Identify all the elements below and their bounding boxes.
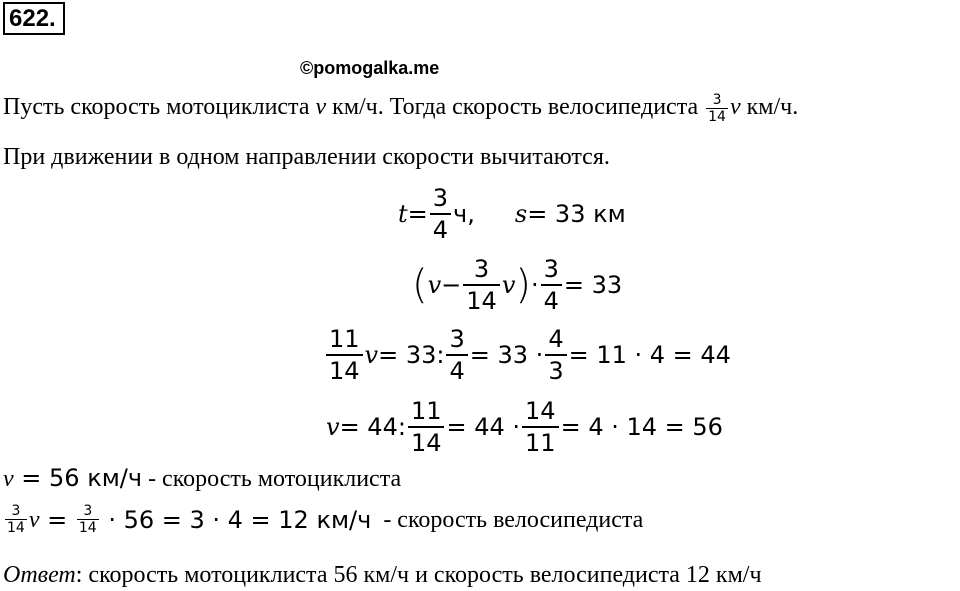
intro-line: [3, 92, 798, 124]
fraction-3-14: [77, 504, 99, 535]
fraction-11-14: [326, 327, 363, 383]
frac-num: 11: [329, 325, 360, 353]
frac-num: 3: [543, 255, 559, 283]
equals: =: [407, 200, 428, 228]
paren-open: (: [412, 262, 428, 308]
direction-note: При движении в одном направлении скорости вычитаются.: [3, 144, 610, 170]
frac-num: 3: [712, 91, 722, 108]
fraction-4-3: [545, 327, 566, 383]
frac-den: 14: [326, 354, 363, 383]
var-t: t: [398, 200, 408, 228]
frac-den: 4: [446, 354, 467, 383]
fraction-3-14: [706, 93, 728, 124]
var-v: v: [315, 94, 327, 120]
watermark: ©pomogalka.me: [300, 58, 440, 78]
equation-solve-step: [324, 318, 731, 392]
cyclist-calc: · 56 = 3 · 4 = 12 км/ч: [100, 505, 372, 534]
problem-number: 622.: [3, 2, 65, 35]
intro-text-3: км/ч.: [740, 94, 799, 120]
var-v: v: [326, 413, 340, 441]
frac-num: 11: [410, 397, 442, 425]
frac-den: 14: [463, 284, 500, 313]
frac-den: 14: [78, 520, 97, 536]
paren-close: ): [515, 262, 531, 308]
equation-relative-speed: [412, 248, 622, 322]
fraction-3-4: [430, 186, 451, 242]
equation-time-distance: [398, 177, 626, 251]
fraction-3-4: [541, 257, 562, 313]
fraction-3-14: [5, 504, 27, 535]
frac-den: 4: [430, 213, 451, 242]
speed-desc: - скорость мотоциклиста: [142, 466, 402, 492]
var-v: v: [501, 271, 516, 299]
intro-text-2: км/ч. Тогда скорость велосипедиста: [326, 94, 705, 120]
equation-v-result: [326, 390, 723, 464]
answer-label: Ответ: [3, 562, 76, 588]
frac-num: 4: [548, 325, 564, 353]
expr-part: = 44:: [339, 413, 406, 441]
expr-part: = 33:: [378, 341, 445, 369]
var-v: v: [28, 506, 40, 533]
fraction-11-14: [408, 399, 445, 455]
motorcyclist-speed-line: [3, 463, 401, 494]
frac-num: 14: [525, 397, 556, 425]
equals-33: = 33: [563, 271, 623, 299]
distance-value: = 33 км: [527, 200, 626, 228]
frac-den: 14: [408, 426, 445, 455]
fraction-3-14: [463, 257, 500, 313]
expr-result: = 4 · 14 = 56: [560, 413, 723, 441]
cyclist-speed-line: [3, 504, 643, 535]
dot: ·: [531, 271, 539, 299]
equals: =: [39, 505, 75, 534]
speed-value: = 56 км/ч: [13, 464, 143, 492]
answer-text: : скорость мотоциклиста 56 км/ч и скорость велосипедиста 12 км/ч: [75, 562, 762, 588]
answer-line: [3, 560, 762, 590]
frac-num: 3: [432, 184, 449, 212]
unit-hour: ч,: [453, 200, 475, 228]
frac-den: 3: [545, 354, 566, 383]
fraction-3-4: [446, 327, 467, 383]
fraction-14-11: [522, 399, 559, 455]
frac-den: 11: [522, 426, 559, 455]
cyclist-desc: - скорость велосипедиста: [371, 506, 644, 533]
var-s: s: [514, 200, 528, 228]
var-v: v: [427, 271, 442, 299]
expr-part: = 33 ·: [469, 341, 544, 369]
frac-den: 4: [541, 284, 562, 313]
expr-part: = 44 ·: [446, 413, 521, 441]
var-v: v: [364, 341, 379, 369]
expr-result: = 11 · 4 = 44: [568, 341, 731, 369]
var-v: v: [3, 466, 14, 492]
var-v: v: [729, 94, 741, 120]
frac-num: 3: [449, 325, 465, 353]
frac-den: 14: [7, 520, 25, 536]
frac-num: 3: [83, 503, 93, 519]
frac-num: 3: [473, 255, 490, 283]
intro-text-1: Пусть скорость мотоциклиста: [3, 94, 316, 120]
frac-den: 14: [708, 108, 726, 125]
frac-num: 3: [11, 503, 21, 519]
minus: −: [441, 271, 462, 299]
